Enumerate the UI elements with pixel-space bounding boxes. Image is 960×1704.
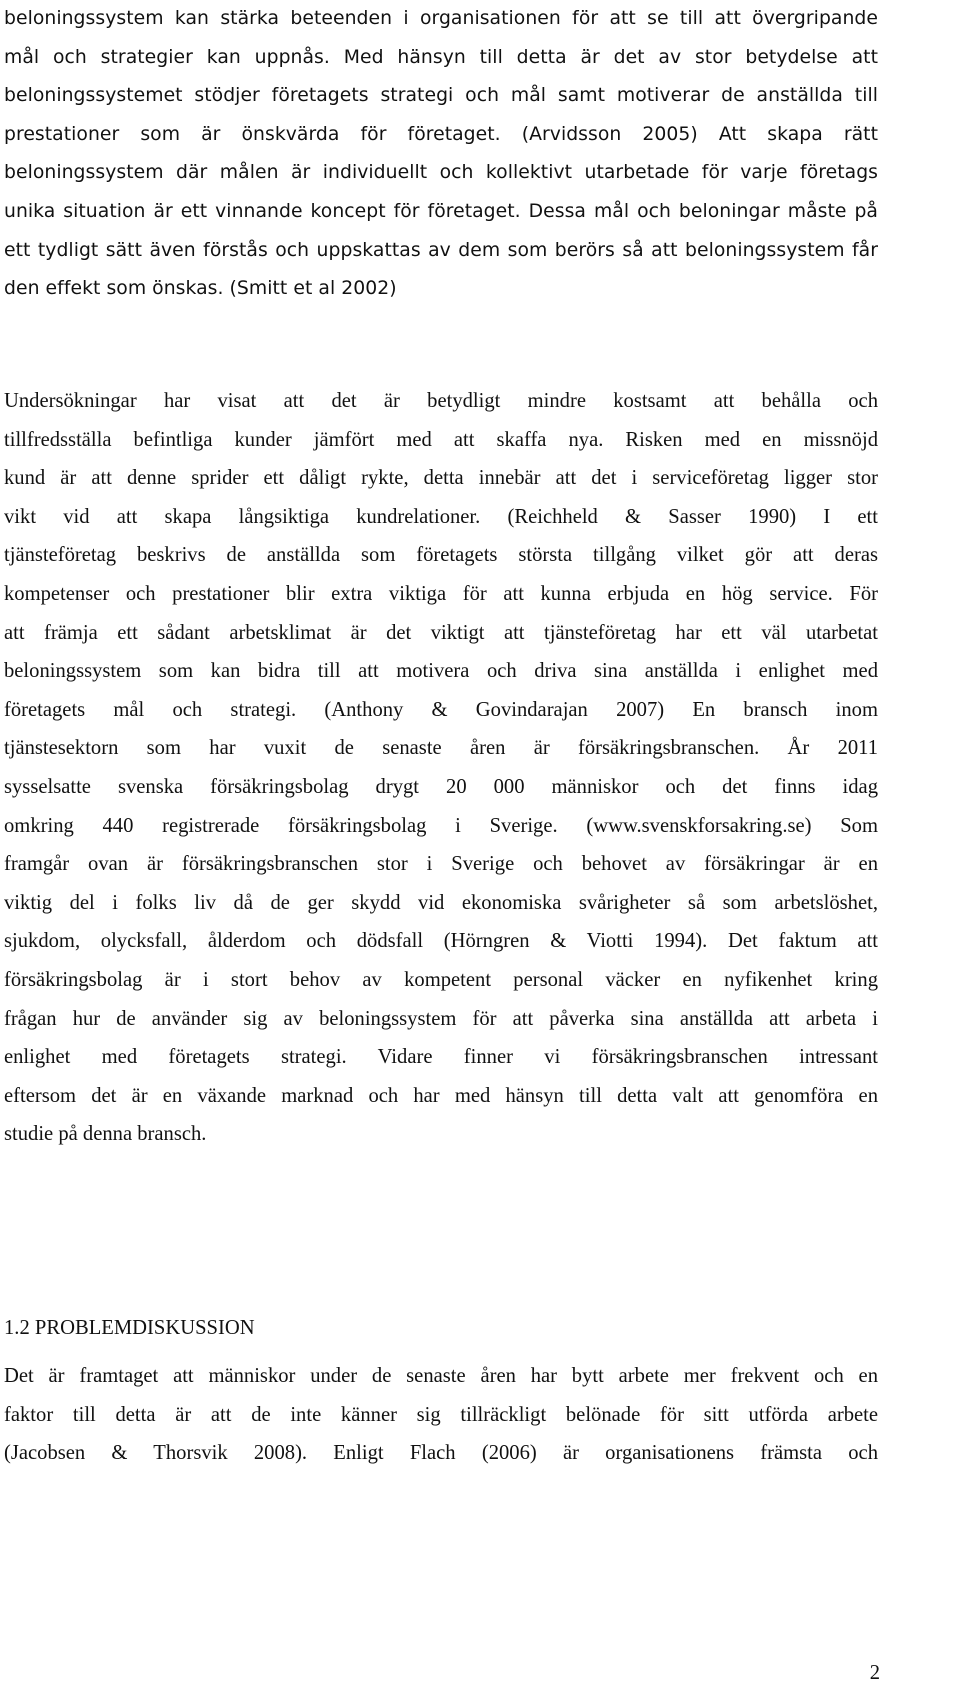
text-line: frågan hur de använder sig av beloningssystem för att påverka sina anställda att arbeta i <box>4 1007 878 1030</box>
text-line: (Jacobsen & Thorsvik 2008). Enligt Flach (2006) är organisationens främsta och <box>4 1442 878 1465</box>
text-line: beloningssystem som kan bidra till att motivera och driva sina anställda i enlighet med <box>4 660 878 683</box>
section-heading: 1.2 PROBLEMDISKUSSION <box>4 1317 255 1339</box>
text-line: viktig del i folks liv då de ger skydd vid ekonomiska svårigheter så som arbetslöshet, <box>4 891 878 914</box>
text-line: beloningssystemet stödjer företagets strategi och mål samt motiverar de anställda till <box>4 85 878 107</box>
text-line: enlighet med företagets strategi. Vidare finner vi försäkringsbranschen intressant <box>4 1046 878 1069</box>
text-line: tjänsteföretag beskrivs de anställda som företagets största tillgång vilket gör att deras <box>4 544 878 567</box>
text-line: beloningssystem kan stärka beteenden i organisationen för att se till att övergripande <box>4 8 878 29</box>
paragraph-problem-discussion <box>4 1357 878 1473</box>
page-number: 2 <box>869 1662 880 1684</box>
text-line: sjukdom, olycksfall, ålderdom och dödsfall (Hörngren & Viotti 1994). Det faktum att <box>4 930 878 953</box>
text-line: tillfredsställa befintliga kunder jämfört med att skaffa nya. Risken med en missnöjd <box>4 428 878 451</box>
text-line: mål och strategier kan uppnås. Med hänsyn till detta är det av stor betydelse att <box>4 46 878 68</box>
paragraph-customer-retention <box>4 382 878 1154</box>
text-line: studie på denna bransch. <box>4 1123 207 1146</box>
text-line: företagets mål och strategi. (Anthony & Govindarajan 2007) En bransch inom <box>4 698 878 721</box>
text-line: faktor till detta är att de inte känner sig tillräckligt belönade för sitt utförda arbete <box>4 1403 878 1426</box>
text-line: att främja ett sådant arbetsklimat är det viktigt att tjänsteföretag har ett väl utarbetat <box>4 621 878 644</box>
text-line: kund är att denne sprider ett dåligt rykte, detta innebär att det i serviceföretag ligger stor <box>4 467 878 490</box>
text-line: framgår ovan är försäkringsbranschen stor i Sverige och behovet av försäkringar är en <box>4 853 878 876</box>
paragraph-reward-systems <box>4 0 878 309</box>
text-line: eftersom det är en växande marknad och har med hänsyn till detta valt att genomföra en <box>4 1084 878 1107</box>
text-line: Det är framtaget att människor under de senaste åren har bytt arbete mer frekvent och en <box>4 1365 878 1387</box>
text-line: den effekt som önskas. (Smitt et al 2002) <box>4 278 397 300</box>
text-line: försäkringsbolag är i stort behov av kompetent personal väcker en nyfikenhet kring <box>4 968 878 991</box>
text-line: kompetenser och prestationer blir extra viktiga för att kunna erbjuda en hög service. För <box>4 582 878 605</box>
text-line: prestationer som är önskvärda för företaget. (Arvidsson 2005) Att skapa rätt <box>4 123 878 145</box>
text-line: ett tydligt sätt även förstås och uppskattas av dem som berörs så att beloningssystem får <box>4 239 878 261</box>
text-line: tjänstesektorn som har vuxit de senaste åren är försäkringsbranschen. År 2011 <box>4 737 878 760</box>
text-line: sysselsatte svenska försäkringsbolag drygt 20 000 människor och det finns idag <box>4 775 878 798</box>
text-line: vikt vid att skapa långsiktiga kundrelationer. (Reichheld & Sasser 1990) I ett <box>4 505 878 528</box>
text-line: omkring 440 registrerade försäkringsbolag i Sverige. (www.svenskforsakring.se) Som <box>4 814 878 837</box>
text-line: beloningssystem där målen är individuellt och kollektivt utarbetade för varje företags <box>4 162 878 184</box>
text-line: unika situation är ett vinnande koncept för företaget. Dessa mål och beloningar måste på <box>4 200 878 222</box>
text-line: Undersökningar har visat att det är betydligt mindre kostsamt att behålla och <box>4 390 878 412</box>
